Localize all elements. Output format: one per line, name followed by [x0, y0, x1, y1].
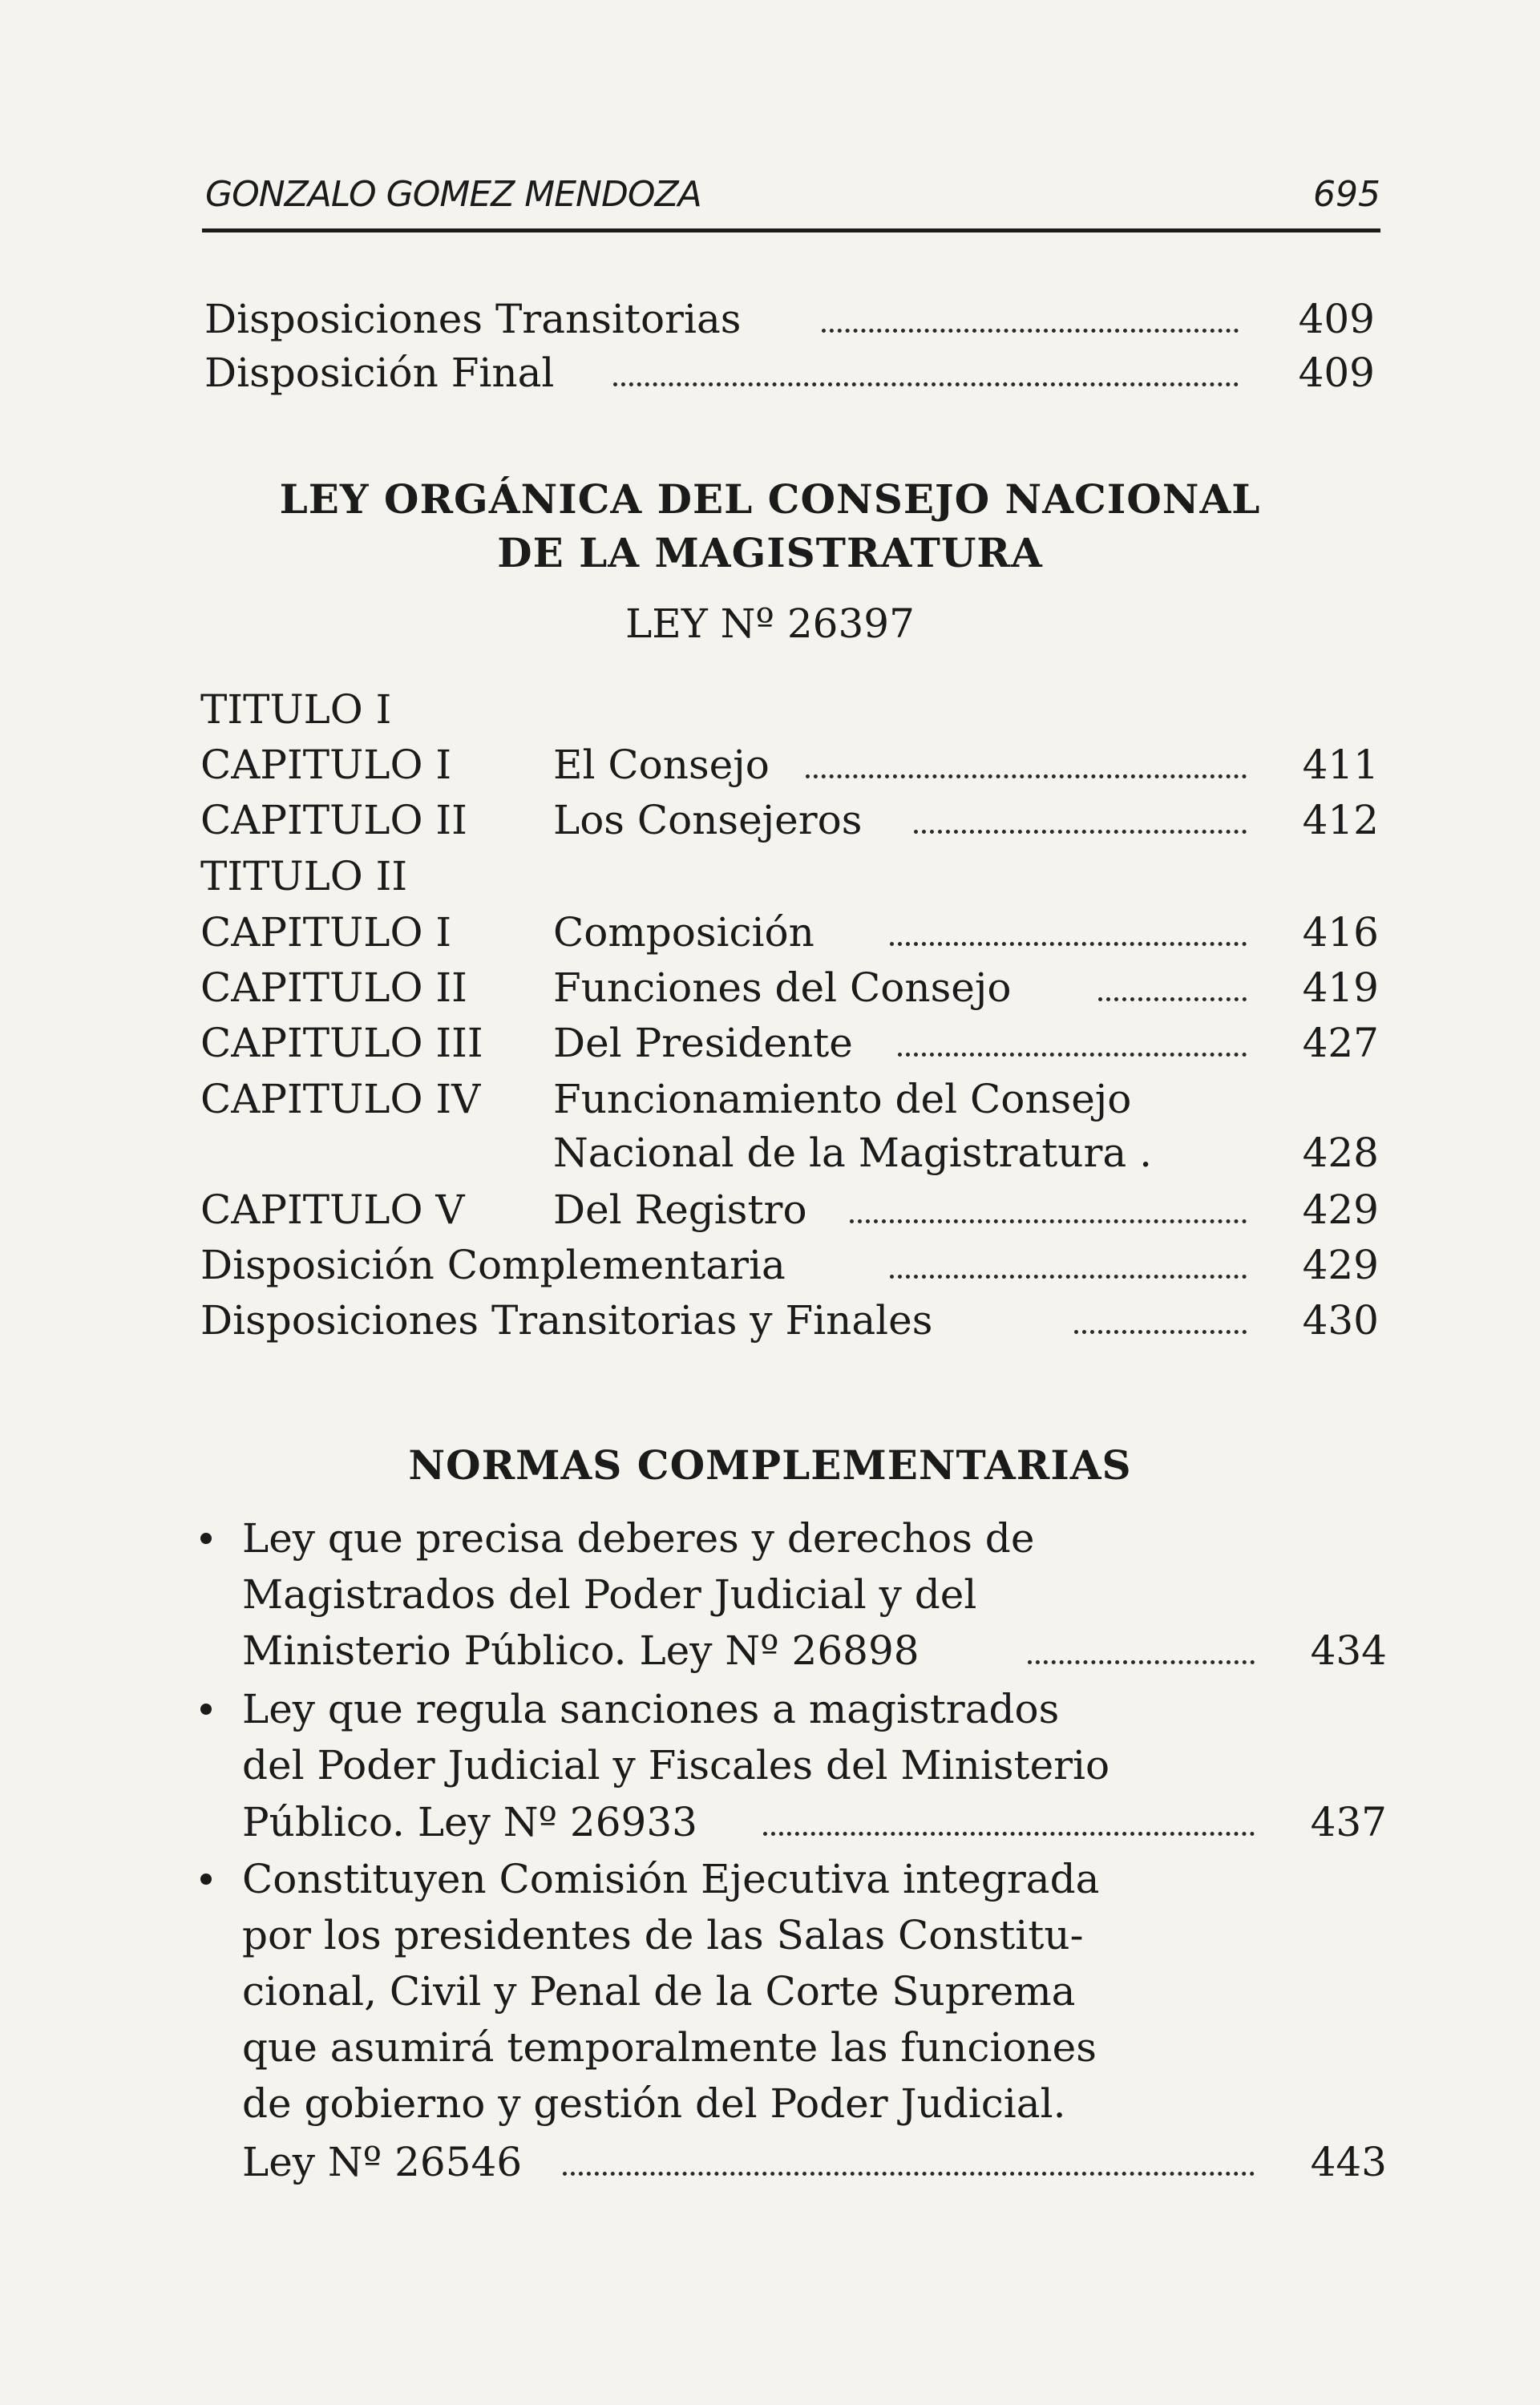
- dot-leader: [898, 1053, 1247, 1057]
- dot-leader: [563, 2172, 1255, 2176]
- section-title: DE LA MAGISTRATURA: [497, 529, 1043, 576]
- toc-entry: [200, 906, 1379, 959]
- dot-leader: [806, 774, 1247, 778]
- toc-entry: [200, 1017, 1379, 1069]
- bullet-icon: [200, 1533, 212, 1544]
- norm-entry-last-line: [242, 1796, 1387, 1849]
- toc-entry-title: Composición: [553, 909, 814, 956]
- norm-page: 437: [1304, 1796, 1387, 1849]
- toc-entry: [200, 1239, 1379, 1291]
- toc-entry-label: TITULO II: [200, 853, 408, 899]
- toc-entry-page: 409: [1292, 346, 1375, 399]
- toc-entry-label: CAPITULO II: [200, 964, 467, 1011]
- norm-line: Ley que precisa deberes y derechos de: [242, 1515, 1035, 1562]
- dot-leader: [1074, 1330, 1247, 1334]
- dot-leader: [850, 1219, 1247, 1223]
- toc-entry-label: CAPITULO III: [200, 1020, 483, 1066]
- norm-page: 434: [1304, 1624, 1387, 1677]
- bullet-icon: [200, 1704, 212, 1715]
- toc-entry-page: 419: [1296, 961, 1379, 1014]
- norm-line: Ministerio Público. Ley Nº 26898: [242, 1627, 920, 1674]
- header-author: GONZALO GOMEZ MENDOZA: [205, 174, 701, 215]
- toc-entry: [204, 346, 1375, 399]
- toc-entry: [200, 1183, 1379, 1236]
- toc-entry: [200, 1073, 1379, 1126]
- dot-leader: [822, 329, 1239, 333]
- header-page-number: 695: [1313, 174, 1380, 215]
- norm-line: por los presidentes de las Salas Constitu-: [242, 1912, 1084, 1958]
- toc-entry-page: 409: [1292, 293, 1375, 346]
- toc-entry: [200, 738, 1379, 791]
- toc-entry-page: 429: [1296, 1183, 1379, 1236]
- toc-entry: [200, 1126, 1379, 1179]
- toc-entry: [204, 293, 1375, 346]
- toc-entry-title: Funciones del Consejo: [553, 964, 1012, 1011]
- norm-line: del Poder Judicial y Fiscales del Ministerio: [242, 1742, 1110, 1789]
- norm-line: que asumirá temporalmente las funciones: [242, 2024, 1097, 2071]
- toc-entry-page: 428: [1296, 1126, 1379, 1179]
- toc-entry-page: 429: [1296, 1239, 1379, 1291]
- norm-line: Magistrados del Poder Judicial y del: [242, 1571, 977, 1618]
- toc-entry-label: CAPITULO II: [200, 797, 467, 843]
- toc-entry-label: Disposición Complementaria: [200, 1242, 786, 1288]
- toc-entry-label: CAPITULO IV: [200, 1076, 481, 1122]
- toc-entry: [200, 961, 1379, 1014]
- norm-line: de gobierno y gestión del Poder Judicial.: [242, 2080, 1066, 2127]
- toc-entry-label: TITULO I: [200, 686, 392, 733]
- toc-entry-title: Funcionamiento del Consejo: [553, 1076, 1132, 1122]
- dot-leader: [914, 830, 1247, 834]
- toc-entry-page: 427: [1296, 1017, 1379, 1069]
- norm-line: Ley que regula sanciones a magistrados: [242, 1686, 1060, 1732]
- bullet-icon: [200, 1873, 212, 1885]
- section-title: NORMAS COMPLEMENTARIAS: [408, 1441, 1132, 1489]
- norm-line: Ley Nº 26546: [242, 2139, 523, 2185]
- running-header: [202, 164, 1380, 228]
- dot-leader: [763, 1832, 1255, 1836]
- dot-leader: [613, 382, 1239, 386]
- toc-entry-label: Disposiciones Transitorias y Finales: [200, 1297, 933, 1344]
- dot-leader: [1098, 997, 1247, 1001]
- toc-entry-page: 416: [1296, 906, 1379, 959]
- toc-entry-title: Nacional de la Magistratura .: [553, 1130, 1152, 1176]
- toc-entry: [200, 794, 1379, 847]
- section-title: LEY ORGÁNICA DEL CONSEJO NACIONAL: [279, 475, 1261, 523]
- toc-entry-label: CAPITULO V: [200, 1186, 465, 1233]
- dot-leader: [890, 942, 1247, 946]
- toc-entry-page: 430: [1296, 1294, 1379, 1347]
- norm-line: Público. Ley Nº 26933: [242, 1799, 697, 1845]
- toc-entry-label: CAPITULO I: [200, 742, 452, 788]
- norm-page: 443: [1304, 2136, 1387, 2189]
- toc-entry-page: 412: [1296, 794, 1379, 847]
- norm-entry-last-line: [242, 1624, 1387, 1677]
- header-rule: [202, 228, 1380, 232]
- toc-entry-title: El Consejo: [553, 742, 770, 788]
- toc-entry: [200, 683, 1379, 736]
- toc-entry-label: Disposición Final: [204, 350, 555, 396]
- toc-entry-page: 411: [1296, 738, 1379, 791]
- norm-line: Constituyen Comisión Ejecutiva integrada: [242, 1856, 1100, 1902]
- toc-entry-title: Del Registro: [553, 1186, 807, 1233]
- toc-entry-title: Los Consejeros: [553, 797, 863, 843]
- toc-entry-title: Del Presidente: [553, 1020, 853, 1066]
- dot-leader: [890, 1275, 1247, 1279]
- norm-entry-last-line: [242, 2136, 1387, 2189]
- toc-entry: [200, 1294, 1379, 1347]
- toc-entry-label: CAPITULO I: [200, 909, 452, 956]
- dot-leader: [1028, 1660, 1255, 1664]
- norm-line: cional, Civil y Penal de la Corte Suprema: [242, 1968, 1076, 2015]
- toc-entry: [200, 850, 1379, 903]
- section-subtitle: LEY Nº 26397: [625, 600, 915, 647]
- toc-entry-label: Disposiciones Transitorias: [204, 296, 742, 342]
